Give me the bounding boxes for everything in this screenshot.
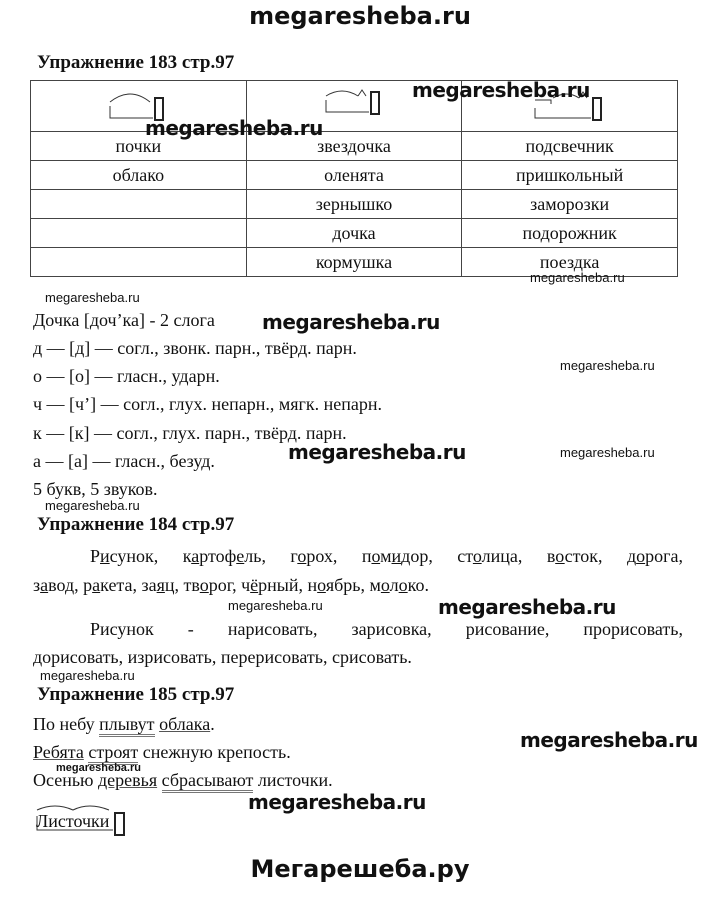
table-row	[31, 219, 678, 248]
analysis-line: ч — [ч’] — согл., глух. непарн., мягк. непарн.	[33, 394, 383, 414]
watermark: megaresheba.ru	[560, 358, 655, 373]
table-cell: оленята	[246, 161, 462, 190]
text: сток, д	[564, 546, 637, 566]
watermark: megaresheba.ru	[248, 790, 426, 814]
analysis-line: о — [о] — гласн., ударн.	[33, 366, 220, 386]
text: Р	[90, 546, 101, 566]
unstressed-vowel: о	[317, 575, 326, 595]
text: ртоф	[199, 546, 237, 566]
text: сунок, к	[109, 546, 192, 566]
unstressed-vowel: о	[371, 546, 381, 566]
words-line-1	[90, 546, 683, 567]
analysis-line: а — [а] — гласн., безуд.	[33, 451, 215, 471]
site-title: megaresheba.ru	[249, 2, 471, 30]
table-cell	[31, 190, 247, 219]
watermark: megaresheba.ru	[438, 595, 616, 619]
text: По небу	[33, 714, 100, 734]
watermark: megaresheba.ru	[45, 290, 140, 305]
text: рох, п	[306, 546, 372, 566]
table-cell: подорожник	[462, 219, 678, 248]
text: Осенью	[33, 770, 98, 790]
exercise-185-heading: Упражнение 185 стр.97	[37, 684, 235, 705]
unstressed-vowel: о	[398, 575, 408, 595]
text: ц, тв	[164, 575, 200, 595]
analysis-line: 5 букв, 5 звуков.	[33, 479, 158, 499]
unstressed-vowel: о	[199, 575, 209, 595]
analysis-line: Дочка [доч’ка] - 2 слога	[33, 310, 215, 330]
text: листочки.	[253, 770, 333, 790]
watermark: megaresheba.ru	[288, 440, 466, 464]
watermark: megaresheba.ru	[530, 270, 625, 285]
text: рог, ч	[208, 575, 251, 595]
sentence-3	[33, 770, 333, 791]
text: л	[389, 575, 399, 595]
sentence-1	[33, 714, 215, 735]
analysis-line: д — [д] — согл., звонк. парн., твёрд. парн.	[33, 338, 357, 358]
unstressed-vowel: е	[236, 546, 245, 566]
text: дор, ст	[401, 546, 473, 566]
text: рный, н	[258, 575, 318, 595]
exercise-183-heading: Упражнение 183 стр.97	[37, 52, 235, 73]
watermark: megaresheba.ru	[560, 445, 655, 460]
unstressed-vowel: о	[636, 546, 646, 566]
table-cell: зернышко	[246, 190, 462, 219]
text: ябрь, м	[325, 575, 381, 595]
text	[157, 770, 162, 790]
table-cell: облако	[31, 161, 247, 190]
watermark: megaresheba.ru	[228, 598, 323, 613]
table-cell: кормушка	[246, 248, 462, 277]
text: ко.	[407, 575, 429, 595]
watermark: megaresheba.ru	[412, 78, 590, 102]
subject: Ребята	[33, 742, 84, 762]
unstressed-vowel: а	[40, 575, 49, 595]
text: ль, г	[244, 546, 298, 566]
text: вод, р	[48, 575, 93, 595]
analysis-line: к — [к] — согл., глух. парн., твёрд. парн.	[33, 423, 347, 443]
words-line-2	[33, 575, 429, 596]
unstressed-vowel: а	[191, 546, 200, 566]
unstressed-vowel: о	[297, 546, 307, 566]
unstressed-vowel: ё	[250, 575, 259, 595]
sentence-2	[33, 742, 291, 763]
morpheme-table	[30, 80, 678, 277]
table-row	[31, 132, 678, 161]
footer-title: Мегарешеба.ру	[250, 855, 470, 883]
table-cell: поездка	[462, 248, 678, 277]
watermark: megaresheba.ru	[262, 310, 440, 334]
text: снежную крепость.	[138, 742, 291, 762]
words-line-3: Рисунок - нарисовать, зарисовка, рисование, прорисовать,	[90, 619, 683, 639]
table-cell: пришкольный	[462, 161, 678, 190]
exercise-184-heading: Упражнение 184 стр.97	[37, 514, 235, 535]
watermark: megaresheba.ru	[145, 116, 323, 140]
text: з	[33, 575, 41, 595]
text: рога,	[645, 546, 683, 566]
unstressed-vowel: о	[380, 575, 390, 595]
unstressed-vowel: о	[555, 546, 565, 566]
table-cell	[31, 248, 247, 277]
table-cell: почки	[31, 132, 247, 161]
unstressed-vowel: о	[472, 546, 482, 566]
text: .	[210, 714, 215, 734]
word-listochki: Листочки	[36, 811, 110, 831]
text: кета, за	[100, 575, 157, 595]
unstressed-vowel: и	[391, 546, 402, 566]
table-cell: звездочка	[246, 132, 462, 161]
subject: облака	[159, 714, 211, 734]
predicate: строят	[88, 742, 138, 765]
text: лица, в	[481, 546, 556, 566]
table-cell: заморозки	[462, 190, 678, 219]
table-cell: подсвечник	[462, 132, 678, 161]
table-row	[31, 190, 678, 219]
subject: деревья	[98, 770, 158, 790]
unstressed-vowel: я	[156, 575, 165, 595]
table-cell: дочка	[246, 219, 462, 248]
predicate: плывут	[99, 714, 154, 737]
table-cell	[31, 219, 247, 248]
words-line-4: дорисовать, изрисовать, перерисовать, срисовать.	[33, 647, 412, 667]
unstressed-vowel: а	[92, 575, 101, 595]
predicate: сбрасывают	[162, 770, 254, 793]
watermark: megaresheba.ru	[45, 498, 140, 513]
table-row	[31, 161, 678, 190]
unstressed-vowel: и	[100, 546, 110, 566]
watermark: megaresheba.ru	[40, 668, 135, 683]
text: м	[380, 546, 392, 566]
watermark: megaresheba.ru	[56, 762, 141, 774]
watermark: megaresheba.ru	[520, 728, 698, 752]
